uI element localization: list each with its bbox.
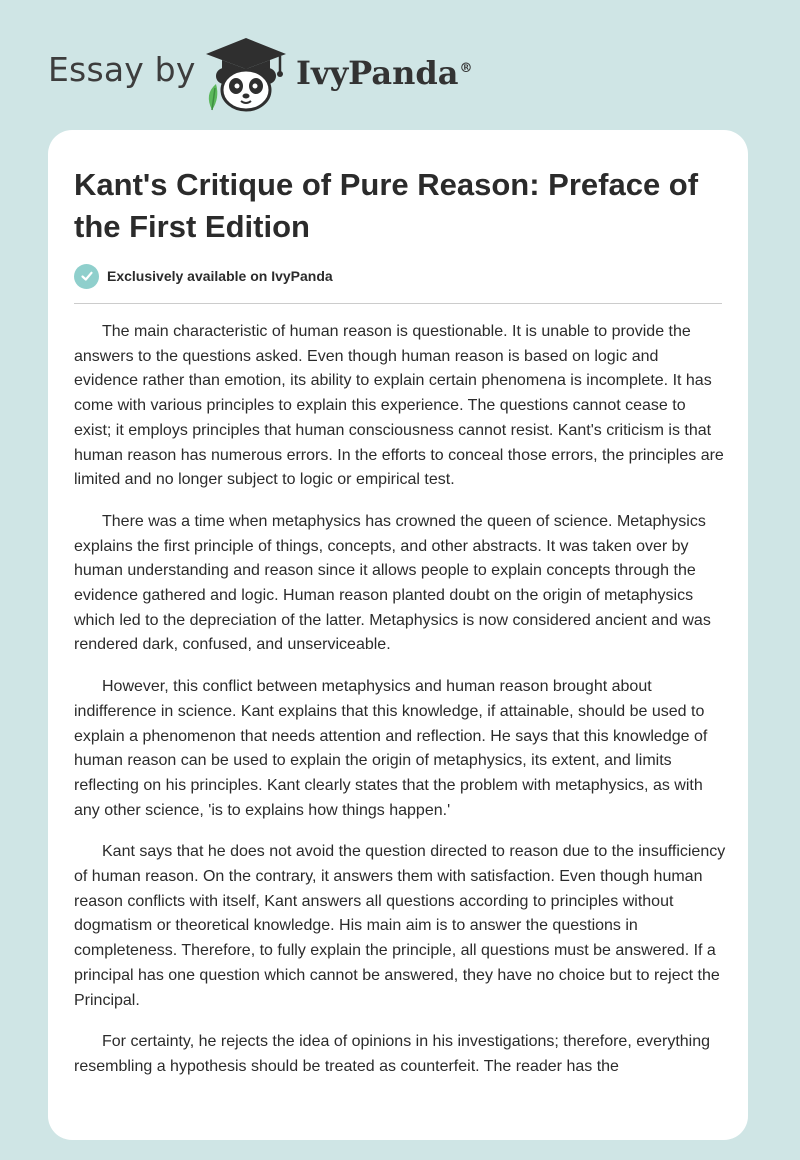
exclusive-badge [74, 262, 333, 290]
exclusive-label: Exclusively available on IvyPanda [107, 268, 333, 284]
paragraph: There was a time when metaphysics has crowned the queen of science. Metaphysics explains the first principle of things, concepts, and other abstracts. It was taken over by human understanding and reason since it allows people to explain concepts through the evidence gathered and logic. Human reason planted doubt on the origin of metaphysics which led to the depreciation of the latter. Metaphysics is now considered ancient and was rendered dark, confused, and unserviceable. [74, 512, 711, 654]
essay-title: Kant's Critique of Pure Reason: Preface of the First Edition [74, 167, 699, 244]
registered-mark: ® [459, 61, 473, 76]
brand-label: IvyPanda [296, 54, 459, 92]
brand-name[interactable] [296, 51, 472, 95]
paragraph: The main characteristic of human reason is questionable. It is unable to provide the answers to the questions asked. Even though human reason is based on logic and evidence rather than emotion, its ability to explain certain phenomena is incomplete. It has come with various principles to explain this experience. The questions cannot cease to exist; it employs principles that human consciousness cannot resist. Kant's criticism is that human reason has numerous errors. In the efforts to conceal those errors, the principles are limited and no longer subject to logic or empirical test. [74, 323, 724, 489]
site-header [0, 0, 800, 120]
check-circle-icon [74, 264, 99, 289]
essay-by-label: Essay by [48, 50, 196, 89]
panda-graduate-logo-icon[interactable] [200, 36, 290, 112]
paragraph: For certainty, he rejects the idea of opinions in his investigations; therefore, everything resembling a hypothesis should be treated as counterfeit. The reader has the [74, 1033, 711, 1075]
paragraph: However, this conflict between metaphysics and human reason brought about indifference in science. Kant explains that this knowledge, if attainable, should be used to explain a phenomenon that needs attention and reflection. He says that this knowledge of human reason can be used to explain the origin of metaphysics, its extent, and limits reflecting on his principles. Kant clearly states that the problem with metaphysics, as with any other science, 'is to explains how things happen.' [74, 678, 708, 819]
paragraph: Kant says that he does not avoid the question directed to reason due to the insufficiency of human reason. On the contrary, it answers them with satisfaction. Even though human reason conflicts with itself, Kant answers all questions according to principles without dogmatism or theoretical knowledge. His main aim is to answer the questions in completeness. Therefore, to fully explain the principle, all questions must be answered. If a principal has one question which cannot be answered, they have no choice but to reject the Principal. [74, 843, 726, 1009]
essay-body [74, 320, 726, 1097]
essay-card [48, 130, 748, 1140]
title-divider [74, 303, 722, 304]
